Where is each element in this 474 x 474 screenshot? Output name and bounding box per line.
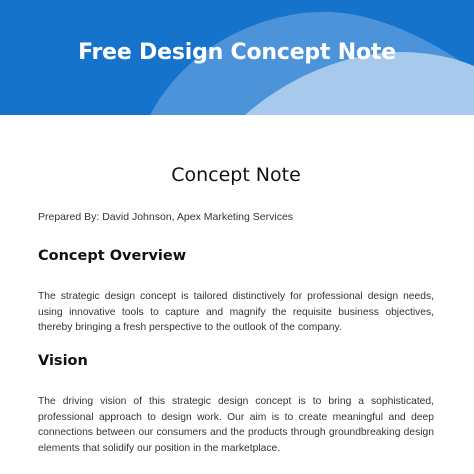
section-body-vision: The driving vision of this strategic design concept is to bring a sophisticated, professional approach to design work. Our aim is to create meaningful and deep connections between our consumers and the products through groundbreaking design elements that solidify our position in the marketplace. [38, 396, 434, 454]
section-body-concept-overview: The strategic design concept is tailored distinctively for professional design needs, using innovative tools to capture and magnify the requisite business objectives, thereby bringing a fresh perspective to the outlook of the company. [38, 291, 434, 333]
section-heading-concept-overview: Concept Overview [38, 248, 187, 264]
banner-title: Free Design Concept Note [78, 40, 396, 65]
section-heading-vision: Vision [38, 353, 88, 369]
header-banner [0, 0, 474, 115]
prepared-by-line: Prepared By: David Johnson, Apex Marketing Services [38, 211, 294, 223]
document-title: Concept Note [171, 164, 301, 186]
